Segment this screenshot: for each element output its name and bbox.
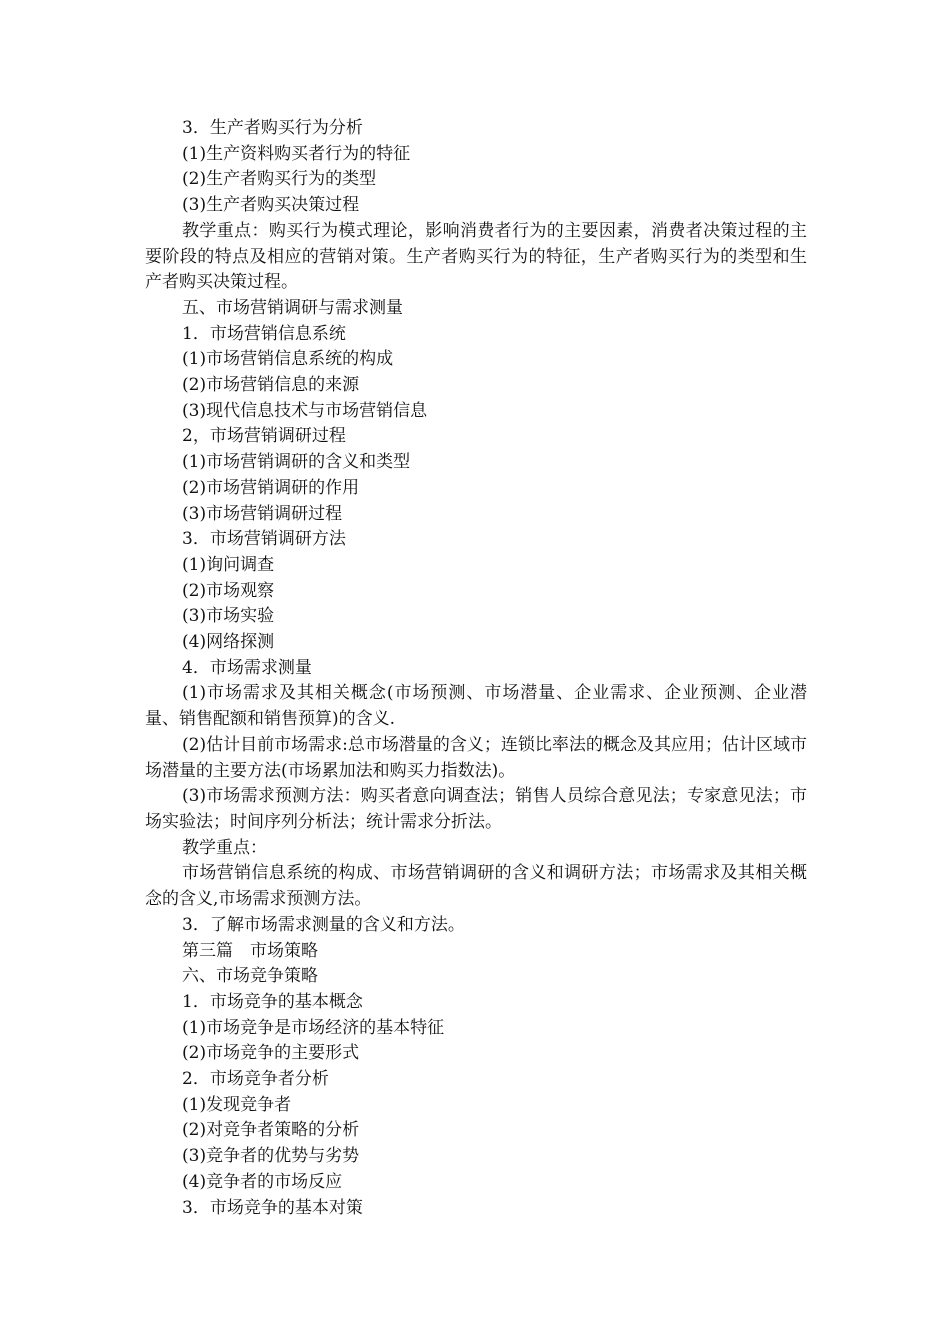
document-line: 3．生产者购买行为分析: [182, 118, 363, 138]
document-line: (1)发现竞争者: [182, 1094, 292, 1115]
document-paragraph: (2)估计目前市场需求:总市场潜量的含义；连锁比率法的概念及其应用；估计区域市场潜量的主要方法(市场累加法和购买力指数法)。: [145, 734, 807, 781]
document-line: 3．市场营销调研方法: [182, 529, 346, 550]
document-line: (1)市场竞争是市场经济的基本特征: [182, 1017, 445, 1038]
document-line: (4)竞争者的市场反应: [182, 1171, 343, 1192]
document-line: (1)市场营销信息系统的构成: [182, 349, 394, 370]
document-line: (2)市场营销调研的作用: [182, 477, 360, 498]
document-line: (1)询问调查: [182, 554, 275, 575]
document-line: (2)市场竞争的主要形式: [182, 1043, 360, 1064]
document-line: 1．市场营销信息系统: [182, 323, 346, 344]
document-paragraph: 教学重点：购买行为模式理论，影响消费者行为的主要因素，消费者决策过程的主要阶段的特点及相应的营销对策。生产者购买行为的特征，生产者购买行为的类型和生产者购买决策过程。: [145, 220, 807, 293]
document-line: (1)生产资料购买者行为的特征: [182, 143, 411, 164]
document-line: (2)市场观察: [182, 580, 275, 601]
document-line: 教学重点：: [182, 837, 267, 858]
document-paragraph: (1)市场需求及其相关概念(市场预测、市场潜量、企业需求、企业预测、企业潜量、销售配额和销售预算)的含义.: [145, 683, 807, 730]
document-line: 五、市场营销调研与需求测量: [182, 297, 403, 318]
document-line: (2)生产者购买行为的类型: [182, 169, 377, 190]
document-line: (4)网络探测: [182, 632, 275, 653]
document-line: 2，市场营销调研过程: [182, 426, 346, 447]
document-paragraph: 市场营销信息系统的构成、市场营销调研的含义和调研方法；市场需求及其相关概念的含义,市场需求预测方法。: [145, 863, 807, 910]
document-line: (3)竞争者的优势与劣势: [182, 1146, 360, 1167]
document-line: (2)市场营销信息的来源: [182, 375, 360, 396]
document-line: (2)对竞争者策略的分析: [182, 1120, 360, 1141]
document-line: (3)生产者购买决策过程: [182, 195, 360, 216]
document-line: (3)现代信息技术与市场营销信息: [182, 400, 428, 421]
document-line: (3)市场实验: [182, 606, 275, 627]
document-line: (3)市场营销调研过程: [182, 503, 343, 524]
document-line: 3．了解市场需求测量的含义和方法。: [182, 914, 465, 935]
document-line: 3．市场竞争的基本对策: [182, 1197, 363, 1218]
document-line: (1)市场营销调研的含义和类型: [182, 452, 411, 473]
document-line: 1．市场竞争的基本概念: [182, 991, 363, 1012]
document-line: 六、市场竞争策略: [182, 966, 318, 987]
document-paragraph: (3)市场需求预测方法：购买者意向调查法；销售人员综合意见法；专家意见法；市场实验法；时间序列分析法；统计需求分折法。: [145, 786, 807, 832]
document-line: 第三篇 市场策略: [182, 940, 318, 961]
document-line: 2．市场竞争者分析: [182, 1069, 329, 1090]
document-body: [145, 116, 807, 1221]
document-line: 4．市场需求测量: [182, 657, 312, 678]
